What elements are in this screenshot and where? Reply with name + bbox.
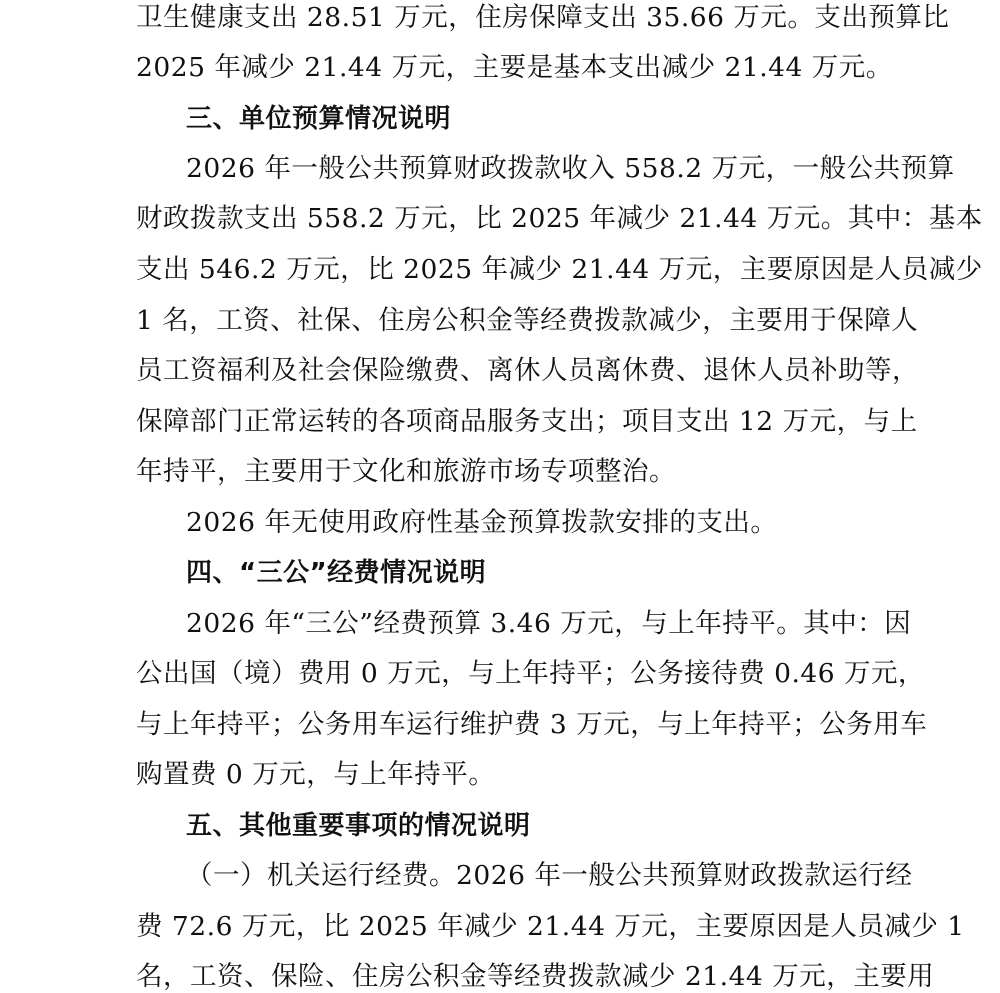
paragraph-line: 卫生健康支出 28.51 万元，住房保障支出 35.66 万元。支出预算比 (136, 2, 950, 33)
paragraph-line: （一）机关运行经费。2026 年一般公共预算财政拨款运行经 (186, 860, 913, 891)
paragraph-line: 财政拨款支出 558.2 万元，比 2025 年减少 21.44 万元。其中：基本 (136, 203, 983, 234)
paragraph-line: 2026 年一般公共预算财政拨款收入 558.2 万元，一般公共预算 (186, 153, 955, 184)
paragraph-line: 保障部门正常运转的各项商品服务支出；项目支出 12 万元，与上 (136, 406, 918, 437)
paragraph-line: 费 72.6 万元，比 2025 年减少 21.44 万元，主要原因是人员减少 1 (136, 911, 965, 942)
paragraph-line: 名，工资、保险、住房公积金等经费拨款减少 21.44 万元，主要用 (136, 961, 935, 992)
paragraph-line: 员工资福利及社会保险缴费、离休人员离休费、退休人员补助等， (136, 355, 919, 386)
paragraph-line: 公出国（境）费用 0 万元，与上年持平；公务接待费 0.46 万元， (136, 658, 926, 689)
paragraph-line: 2025 年减少 21.44 万元，主要是基本支出减少 21.44 万元。 (136, 52, 893, 83)
section-heading: 五、其他重要事项的情况说明 (186, 811, 531, 841)
paragraph-line: 1 名，工资、社保、住房公积金等经费拨款减少，主要用于保障人 (136, 305, 919, 336)
section-heading: 四、“三公”经费情况说明 (186, 558, 487, 588)
paragraph-line: 支出 546.2 万元，比 2025 年减少 21.44 万元，主要原因是人员减少 (136, 254, 983, 285)
paragraph-line: 2026 年“三公”经费预算 3.46 万元，与上年持平。其中：因 (186, 608, 912, 639)
paragraph-line: 年持平，主要用于文化和旅游市场专项整治。 (136, 456, 676, 487)
section-heading: 三、单位预算情况说明 (186, 104, 452, 134)
paragraph-line: 与上年持平；公务用车运行维护费 3 万元，与上年持平；公务用车 (136, 709, 928, 740)
paragraph-line: 购置费 0 万元，与上年持平。 (136, 759, 496, 790)
paragraph-line: 2026 年无使用政府性基金预算拨款安排的支出。 (186, 507, 778, 538)
